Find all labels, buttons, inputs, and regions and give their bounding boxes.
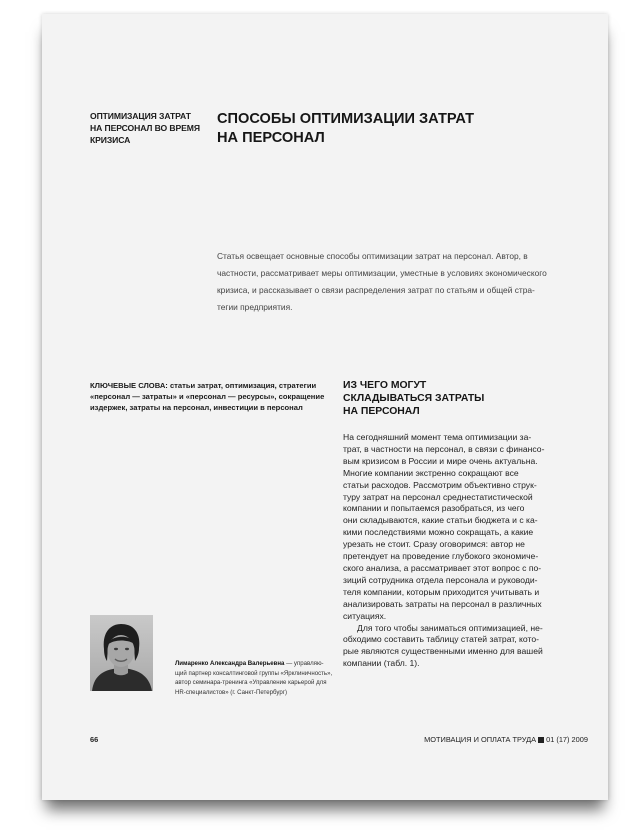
subhead-line: ИЗ ЧЕГО МОГУТ <box>343 380 427 391</box>
author-portrait-icon <box>90 615 153 691</box>
article-title <box>217 110 547 148</box>
author-bio-text: — управляю- <box>284 660 324 667</box>
author-photo <box>90 615 153 691</box>
title-line: СПОСОБЫ ОПТИМИЗАЦИИ ЗАТРАТ <box>217 111 475 127</box>
magazine-page <box>42 14 608 800</box>
article-lead <box>217 248 587 316</box>
article-body <box>343 432 588 670</box>
body-line: теля компании, которым приходится учитывать и <box>343 586 540 597</box>
body-line: Для того чтобы заниматься оптимизацией, не- <box>357 622 543 633</box>
body-line: Многие компании экстренно сокращают все <box>343 467 519 478</box>
body-line: кими последствиями можно сокращать, а какие <box>343 527 534 538</box>
body-line: вым кризисом в России и мире очень актуальна. <box>343 455 538 466</box>
body-line: анализировать затраты на персонал в различных <box>343 598 542 609</box>
body-line: претендует на проведение глубокого экономиче- <box>343 551 539 562</box>
section-subheading <box>343 379 583 418</box>
journal-issue: 01 (17) 2009 <box>546 735 588 744</box>
keywords-line: КЛЮЧЕВЫЕ СЛОВА: статьи затрат, оптимизация, стратегии <box>90 381 317 390</box>
body-line: обходимо составить таблицу статей затрат, кото- <box>343 634 539 645</box>
separator-square-icon <box>538 737 544 743</box>
body-line: урезать не стоит. Сразу оговоримся: автор не <box>343 539 525 550</box>
kicker-line: ОПТИМИЗАЦИЯ ЗАТРАТ <box>90 111 191 121</box>
author-bio-line <box>175 659 335 669</box>
body-line: туру затрат на персонал среднестатистической <box>343 491 533 502</box>
body-line: На сегодняшний момент тема оптимизации за- <box>343 432 532 442</box>
keywords-line: издержек, затраты на персонал, инвестиции в персонал <box>90 403 303 412</box>
body-line: рые являются существенными именно для вашей <box>343 646 543 657</box>
author-bio-line: щий партнер консалтинговой группы «Ярклиничность», <box>175 669 333 677</box>
body-line: они складываются, какие статьи бюджета и с ка- <box>343 515 538 526</box>
journal-info <box>424 735 588 744</box>
author-name: Лимаренко Александра Валерьевна <box>175 660 285 667</box>
subhead-line: СКЛАДЫВАТЬСЯ ЗАТРАТЫ <box>343 393 485 404</box>
section-kicker <box>90 110 210 146</box>
keywords-line: «персонал — затраты» и «персонал — ресурсы», сокращение <box>90 392 325 401</box>
title-line: НА ПЕРСОНАЛ <box>217 130 325 146</box>
body-line: ского анализа, а рассматривает этот вопрос с по- <box>343 562 542 573</box>
lead-line: Статья освещает основные способы оптимизации затрат на персонал. Автор, в <box>217 251 528 261</box>
author-bio-line: HR-специалистов» (г. Санкт-Петербург) <box>175 688 288 696</box>
body-line: статьи расходов. Рассмотрим объективно струк- <box>343 479 537 490</box>
lead-line: тегии предприятия. <box>217 302 293 312</box>
body-line: ситуациях. <box>343 610 387 621</box>
keywords-block <box>90 380 330 413</box>
body-line: компании и попытаемся разобраться, из чего <box>343 503 525 514</box>
subhead-line: НА ПЕРСОНАЛ <box>343 406 420 417</box>
kicker-line: НА ПЕРСОНАЛ ВО ВРЕМЯ <box>90 123 200 133</box>
author-bio <box>175 659 335 697</box>
body-line: компании (табл. 1). <box>343 658 420 669</box>
page-number: 66 <box>90 735 99 744</box>
journal-name: МОТИВАЦИЯ И ОПЛАТА ТРУДА <box>424 735 537 744</box>
lead-line: частности, рассматривает меры оптимизации, уместные в условиях экономического <box>217 268 547 278</box>
body-line: зиций сотрудника отдела персонала и руководи- <box>343 574 538 585</box>
lead-line: кризиса, и рассказывает о связи распределения затрат по статьям и общей стра- <box>217 285 535 295</box>
kicker-line: КРИЗИСА <box>90 135 131 145</box>
body-line: трат, в частности на персонал, в связи с финансо- <box>343 443 545 454</box>
author-bio-line: автор семинара-тренинга «Управление карьерой для <box>175 679 327 686</box>
